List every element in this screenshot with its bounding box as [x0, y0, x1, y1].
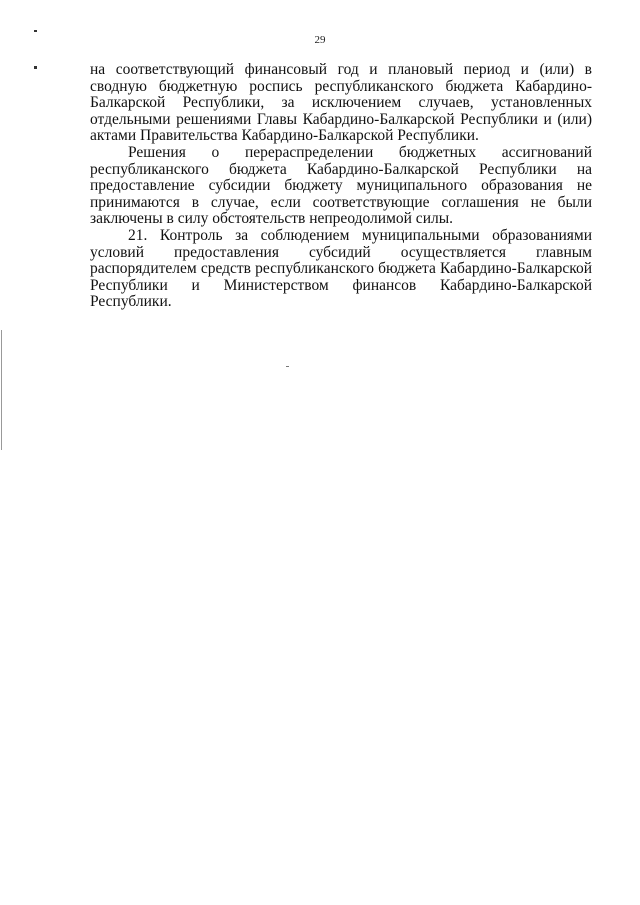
paragraph-continuation: на соответствующий финансовый год и плановый период и (или) в сводную бюджетную роспись республиканского бюджета Кабардино-Балкарской Республики, за исключением случаев, установленных отдельными решениями Главы Кабардино-Балкарской Республики и (или) актами Правительства Кабардино-Балкарской Республики. — [90, 61, 592, 145]
scan-mark-center — [286, 366, 289, 367]
document-body — [90, 62, 592, 311]
paragraph-21-control: 21. Контроль за соблюдением муниципальными образованиями условий предоставления субсидий осуществляется главным распорядителем средств республиканского бюджета Кабардино-Балкарской Республики и Министерством финансов Кабардино-Балкарской Республики. — [90, 226, 592, 311]
scan-edge-line — [1, 330, 2, 450]
scan-mark-top — [34, 30, 37, 32]
scan-mark-second — [34, 66, 37, 69]
page-number: 29 — [314, 34, 326, 46]
paragraph-reallocation-decisions: Решения о перераспределении бюджетных ассигнований республиканского бюджета Кабардино-Балкарской Республики на предоставление субсидии бюджету муниципального образования не принимаются в случае, если соответствующие соглашения не были заключены в силу обстоятельств непреодолимой силы. — [90, 143, 592, 228]
